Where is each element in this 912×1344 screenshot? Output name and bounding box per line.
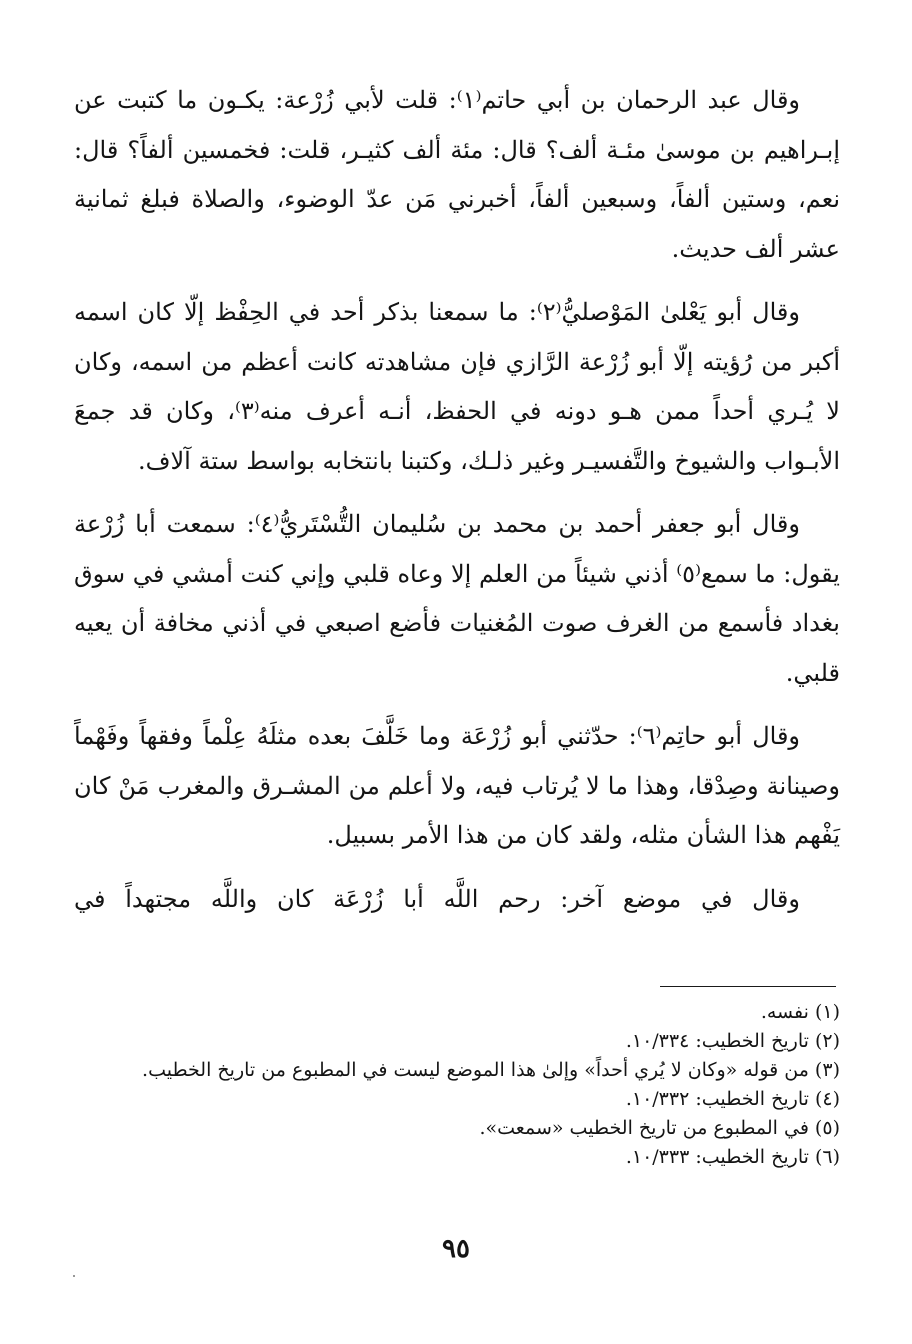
footnote-4: (٤) تاريخ الخطيب: ١٠/٣٣٢. — [625, 1088, 840, 1110]
paragraph-4: وقال أبو حاتِم⁽٦⁾: حدّثني أبو زُرْعَة وما خَلَّفَ بعده مثلَهُ عِلْماً وفقهاً وفَهْماً وصينانة وصِدْقا، وهذا ما لا يُرتاب فيه، ولا أعلم من المشـرق والمغرب مَنْ كان يَفْهم هذا الشأن مثله، ولقد كان من هذا الأمر بسبيل. — [74, 722, 840, 849]
footnote-6: (٦) تاريخ الخطيب: ١٠/٣٣٣. — [625, 1146, 840, 1168]
scan-speck — [73, 1275, 75, 1277]
page-number: ٩٥ — [442, 1234, 470, 1264]
main-text — [74, 76, 840, 938]
footnotes — [70, 998, 840, 1172]
paragraph-5: وقال في موضع آخر: رحم اللَّه أبا زُرْعَة كان واللَّه مجتهداً في — [74, 884, 800, 913]
footnote-5: (٥) في المطبوع من تاريخ الخطيب «سمعت». — [479, 1117, 840, 1139]
paragraph-2: وقال أبو يَعْلىٰ المَوْصليُّ⁽٢⁾: ما سمعنا بذكر أحد في الحِفْظ إلّا كان اسمه أكبر من رُؤيته إلّا أبو زُرْعة الرَّازي فإن مشاهدته كانت أعظم من اسمه، وكان لا يُـري أحداً ممن هـو دونه في الحفظ، أنـه أعرف منه⁽٣⁾، وكان قد جمعَ الأبـواب والشيوخ والتَّفسيـر وغير ذلـك، وكتبنا بانتخابه بواسط ستة آلاف. — [74, 298, 840, 475]
paragraph-1: وقال عبد الرحمان بن أبي حاتم⁽١⁾: قلت لأبي زُرْعة: يكـون ما كتبت عن إبـراهيم بن موسىٰ مئـة ألف؟ قال: مئة ألف كثيـر، قلت: فخمسين ألفاً؟ قال: نعم، وستين ألفاً، وسبعين ألفاً، أخبرني مَن عدّ الوضوء، والصلاة فبلغ ثمانية عشر ألف حديث. — [74, 86, 840, 263]
paragraph-3: وقال أبو جعفر أحمد بن محمد بن سُليمان التُّسْتَريُّ⁽٤⁾: سمعت أبا زُرْعة يقول: ما سمع⁽٥⁾ أذني شيئاً من العلم إلا وعاه قلبي وإني كنت أمشي في سوق بغداد فأسمع من الغرف صوت المُغنيات فأضع اصبعي في أذني مخافة أن يعيه قلبي. — [74, 510, 840, 687]
footnote-3: (٣) من قوله «وكان لا يُري أحداً» وإلىٰ هذا الموضع ليست في المطبوع من تاريخ الخطيب. — [142, 1059, 840, 1081]
footnote-2: (٢) تاريخ الخطيب: ١٠/٣٣٤. — [625, 1030, 840, 1052]
footnote-1: (١) نفسه. — [760, 1001, 840, 1023]
footnote-separator — [660, 986, 836, 987]
